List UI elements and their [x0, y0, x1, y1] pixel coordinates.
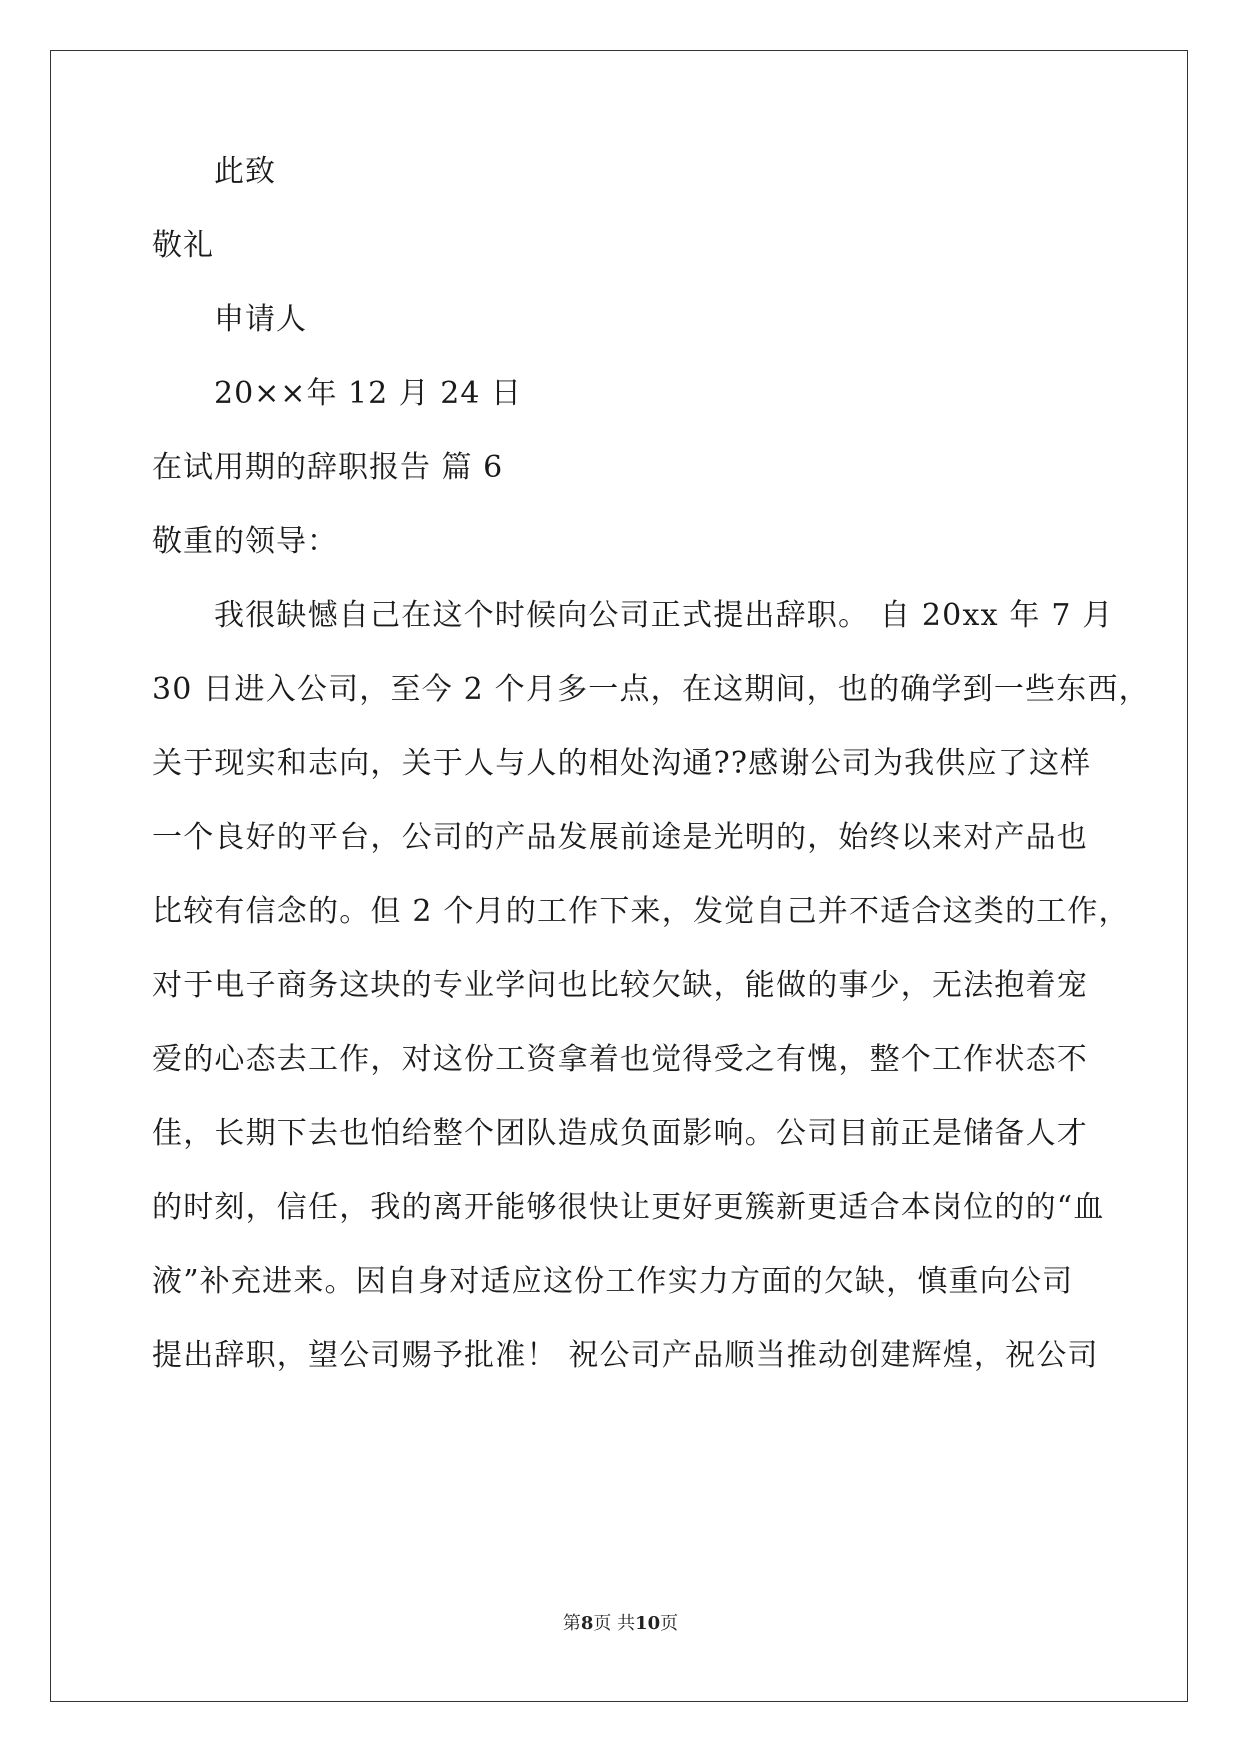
body-line: 液”补充进来。因自身对适应这份工作实力方面的欠缺，慎重向公司: [152, 1264, 1074, 1299]
closing-zhi: 此致: [214, 154, 276, 189]
section-title: 在试用期的辞职报告 篇 6: [152, 450, 504, 485]
body-line: 提出辞职，望公司赐予批准！ 祝公司产品顺当推动创建辉煌，祝公司: [152, 1338, 1099, 1373]
body-line: 的时刻，信任，我的离开能够很快让更好更簇新更适合本岗位的的“血: [152, 1190, 1105, 1225]
letter-date: 20××年 12 月 24 日: [214, 376, 522, 411]
page-number-footer: [0, 1612, 1241, 1636]
salutation: 敬重的领导：: [152, 524, 338, 559]
body-line: 比较有信念的。但 2 个月的工作下来，发觉自己并不适合这类的工作，: [152, 894, 1130, 929]
body-line: 一个良好的平台，公司的产品发展前途是光明的，始终以来对产品也: [152, 820, 1088, 855]
body-line: 爱的心态去工作，对这份工资拿着也觉得受之有愧，整个工作状态不: [152, 1042, 1088, 1077]
body-line: 我很缺憾自己在这个时候向公司正式提出辞职。 自 20xx 年 7 月: [214, 598, 1114, 633]
applicant-label: 申请人: [214, 302, 307, 337]
footer-mid: 页 共: [593, 1613, 636, 1634]
footer-prefix: 第: [562, 1613, 581, 1634]
body-line: 30 日进入公司，至今 2 个月多一点，在这期间，也的确学到一些东西，: [152, 672, 1150, 707]
footer-current-page: 8: [580, 1613, 594, 1634]
body-line: 关于现实和志向，关于人与人的相处沟通??感谢公司为我供应了这样: [152, 746, 1092, 781]
page-border: [50, 50, 1188, 1702]
body-line: 对于电子商务这块的专业学问也比较欠缺，能做的事少，无法抱着宠: [152, 968, 1088, 1003]
footer-total-pages: 10: [635, 1613, 661, 1634]
closing-jingli: 敬礼: [152, 228, 214, 263]
body-line: 佳，长期下去也怕给整个团队造成负面影响。公司目前正是储备人才: [152, 1116, 1088, 1151]
footer-suffix: 页: [660, 1613, 679, 1634]
